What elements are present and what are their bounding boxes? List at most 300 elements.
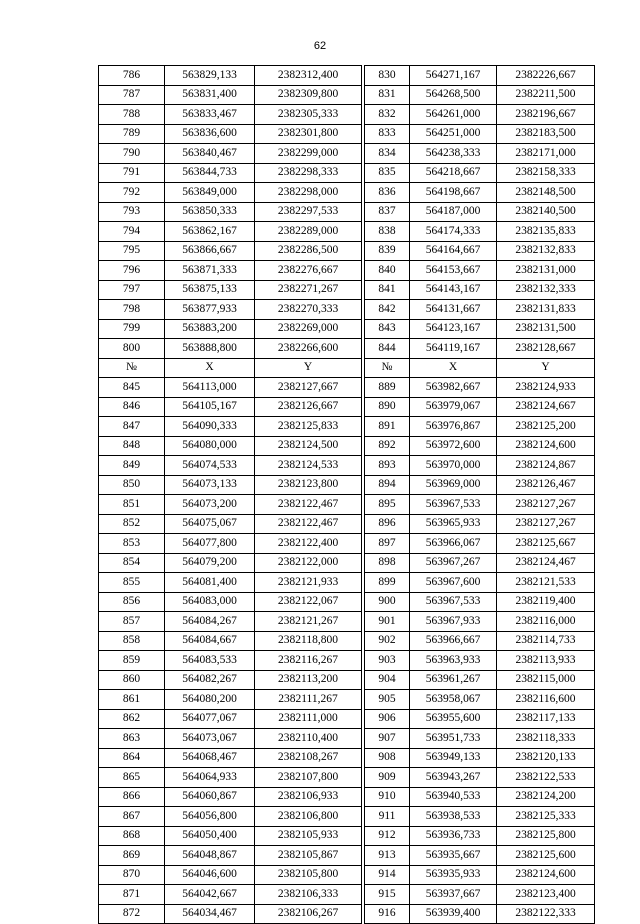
point-number-cell: 901 xyxy=(365,612,410,632)
table-row xyxy=(99,280,362,300)
x-coordinate-cell: 564082,267 xyxy=(165,670,255,690)
x-coordinate-cell: 564034,467 xyxy=(165,904,255,924)
x-coordinate-cell: 564113,000 xyxy=(165,378,255,398)
y-coordinate-cell: 2382299,000 xyxy=(255,144,362,164)
point-number-cell: 916 xyxy=(365,904,410,924)
table-row xyxy=(99,378,362,398)
x-coordinate-cell: 563949,133 xyxy=(410,748,497,768)
x-coordinate-cell: 564187,000 xyxy=(410,202,497,222)
page-number: 62 xyxy=(313,40,327,52)
table-row xyxy=(365,183,595,203)
y-coordinate-cell: 2382124,600 xyxy=(497,865,595,885)
y-coordinate-cell: 2382122,400 xyxy=(255,534,362,554)
table-row xyxy=(99,592,362,612)
y-coordinate-cell: 2382113,933 xyxy=(497,651,595,671)
point-number-cell: 846 xyxy=(99,397,165,417)
table-row xyxy=(99,475,362,495)
table-row xyxy=(365,280,595,300)
y-coordinate-cell: 2382124,600 xyxy=(497,436,595,456)
point-number-cell: 841 xyxy=(365,280,410,300)
table-row xyxy=(99,729,362,749)
point-number-cell: 792 xyxy=(99,183,165,203)
x-coordinate-cell: 564064,933 xyxy=(165,768,255,788)
point-number-cell: 860 xyxy=(99,670,165,690)
y-coordinate-cell: 2382125,667 xyxy=(497,534,595,554)
y-coordinate-cell: 2382289,000 xyxy=(255,222,362,242)
point-number-cell: 834 xyxy=(365,144,410,164)
point-number-cell: 898 xyxy=(365,553,410,573)
y-coordinate-cell: 2382124,200 xyxy=(497,787,595,807)
x-coordinate-cell: 563862,167 xyxy=(165,222,255,242)
y-coordinate-cell: 2382298,000 xyxy=(255,183,362,203)
x-coordinate-cell: 564131,667 xyxy=(410,300,497,320)
point-number-cell: 843 xyxy=(365,319,410,339)
table-row xyxy=(365,300,595,320)
x-coordinate-cell: 563966,067 xyxy=(410,534,497,554)
y-coordinate-cell: 2382196,667 xyxy=(497,105,595,125)
x-coordinate-cell: 564073,200 xyxy=(165,495,255,515)
x-coordinate-cell: 564073,133 xyxy=(165,475,255,495)
point-number-cell: 903 xyxy=(365,651,410,671)
table-row xyxy=(365,807,595,827)
table-row xyxy=(99,709,362,729)
y-coordinate-cell: 2382117,133 xyxy=(497,709,595,729)
point-number-cell: 836 xyxy=(365,183,410,203)
y-coordinate-cell: 2382122,067 xyxy=(255,592,362,612)
table-row xyxy=(365,378,595,398)
x-coordinate-cell: 564081,400 xyxy=(165,573,255,593)
point-number-cell: 864 xyxy=(99,748,165,768)
table-row xyxy=(99,690,362,710)
table-row xyxy=(99,846,362,866)
y-coordinate-cell: 2382118,333 xyxy=(497,729,595,749)
x-coordinate-cell: 563969,000 xyxy=(410,475,497,495)
point-number-cell: 895 xyxy=(365,495,410,515)
point-number-cell: 799 xyxy=(99,319,165,339)
table-row xyxy=(99,514,362,534)
y-coordinate-cell: 2382125,800 xyxy=(497,826,595,846)
x-coordinate-cell: 563849,000 xyxy=(165,183,255,203)
x-coordinate-cell: 564083,000 xyxy=(165,592,255,612)
y-coordinate-cell: 2382127,667 xyxy=(255,378,362,398)
point-number-cell: 902 xyxy=(365,631,410,651)
table-row xyxy=(99,612,362,632)
y-coordinate-cell: 2382126,467 xyxy=(497,475,595,495)
point-number-cell: 847 xyxy=(99,417,165,437)
point-number-cell: 795 xyxy=(99,241,165,261)
table-row xyxy=(99,885,362,905)
point-number-cell: 798 xyxy=(99,300,165,320)
y-coordinate-cell: 2382298,333 xyxy=(255,163,362,183)
y-coordinate-cell: 2382171,000 xyxy=(497,144,595,164)
point-number-cell: 865 xyxy=(99,768,165,788)
x-coordinate-cell: 563965,933 xyxy=(410,514,497,534)
point-number-cell: 870 xyxy=(99,865,165,885)
table-row xyxy=(99,124,362,144)
table-row xyxy=(365,514,595,534)
y-coordinate-cell: 2382124,667 xyxy=(497,397,595,417)
y-coordinate-cell: 2382108,267 xyxy=(255,748,362,768)
y-coordinate-cell: 2382122,467 xyxy=(255,495,362,515)
point-number-cell: 851 xyxy=(99,495,165,515)
x-coordinate-cell: 563943,267 xyxy=(410,768,497,788)
table-row xyxy=(365,417,595,437)
x-coordinate-cell: 563871,333 xyxy=(165,261,255,281)
x-coordinate-cell: 563836,600 xyxy=(165,124,255,144)
table-row xyxy=(99,807,362,827)
point-number-cell: 897 xyxy=(365,534,410,554)
x-coordinate-cell: 563935,667 xyxy=(410,846,497,866)
point-number-cell: 859 xyxy=(99,651,165,671)
table-row xyxy=(365,690,595,710)
y-coordinate-cell: 2382121,267 xyxy=(255,612,362,632)
y-coordinate-cell: 2382121,933 xyxy=(255,573,362,593)
y-coordinate-cell: 2382305,333 xyxy=(255,105,362,125)
table-row xyxy=(365,534,595,554)
table-row xyxy=(99,768,362,788)
table-row xyxy=(365,709,595,729)
x-coordinate-cell: 564079,200 xyxy=(165,553,255,573)
table-row xyxy=(365,456,595,476)
point-number-cell: 872 xyxy=(99,904,165,924)
x-coordinate-cell: 564123,167 xyxy=(410,319,497,339)
point-number-cell: 857 xyxy=(99,612,165,632)
x-coordinate-cell: 563955,600 xyxy=(410,709,497,729)
table-header-row xyxy=(99,358,362,378)
x-coordinate-cell: 564050,400 xyxy=(165,826,255,846)
table-row xyxy=(365,202,595,222)
y-coordinate-cell: 2382140,500 xyxy=(497,202,595,222)
y-coordinate-cell: 2382126,667 xyxy=(255,397,362,417)
x-coordinate-cell: 564218,667 xyxy=(410,163,497,183)
point-number-cell: 908 xyxy=(365,748,410,768)
table-row xyxy=(99,105,362,125)
x-coordinate-cell: 563966,667 xyxy=(410,631,497,651)
point-number-cell: 850 xyxy=(99,475,165,495)
table-row xyxy=(99,222,362,242)
x-coordinate-cell: 564251,000 xyxy=(410,124,497,144)
x-coordinate-cell: 563840,467 xyxy=(165,144,255,164)
table-row xyxy=(99,339,362,359)
point-number-cell: 869 xyxy=(99,846,165,866)
point-number-cell: 790 xyxy=(99,144,165,164)
y-coordinate-cell: 2382123,400 xyxy=(497,885,595,905)
point-number-cell: 909 xyxy=(365,768,410,788)
table-row xyxy=(365,826,595,846)
y-coordinate-cell: 2382131,833 xyxy=(497,300,595,320)
table-row xyxy=(99,436,362,456)
x-coordinate-cell: 563850,333 xyxy=(165,202,255,222)
table-row xyxy=(99,651,362,671)
y-coordinate-cell: 2382211,500 xyxy=(497,85,595,105)
point-number-cell: 842 xyxy=(365,300,410,320)
point-number-cell: 835 xyxy=(365,163,410,183)
point-number-cell: 840 xyxy=(365,261,410,281)
point-number-cell: 861 xyxy=(99,690,165,710)
x-coordinate-cell: 564198,667 xyxy=(410,183,497,203)
table-row xyxy=(365,339,595,359)
table-row xyxy=(99,534,362,554)
table-row xyxy=(365,748,595,768)
point-number-cell: 791 xyxy=(99,163,165,183)
y-coordinate-cell: 2382309,800 xyxy=(255,85,362,105)
y-coordinate-cell: 2382121,533 xyxy=(497,573,595,593)
y-coordinate-cell: 2382124,467 xyxy=(497,553,595,573)
table-row xyxy=(365,865,595,885)
point-number-cell: 899 xyxy=(365,573,410,593)
y-coordinate-cell: 2382111,000 xyxy=(255,709,362,729)
x-coordinate-cell: 563883,200 xyxy=(165,319,255,339)
point-number-cell: 896 xyxy=(365,514,410,534)
table-row xyxy=(365,670,595,690)
table-row xyxy=(365,241,595,261)
table-row xyxy=(99,144,362,164)
x-coordinate-cell: 564046,600 xyxy=(165,865,255,885)
table-row xyxy=(99,631,362,651)
point-number-cell: 890 xyxy=(365,397,410,417)
y-coordinate-cell: 2382132,833 xyxy=(497,241,595,261)
point-number-cell: 914 xyxy=(365,865,410,885)
y-coordinate-cell: 2382312,400 xyxy=(255,66,362,86)
x-coordinate-cell: 564075,067 xyxy=(165,514,255,534)
point-number-cell: 800 xyxy=(99,339,165,359)
table-row xyxy=(365,163,595,183)
x-coordinate-cell: 563972,600 xyxy=(410,436,497,456)
table-row xyxy=(99,865,362,885)
x-coordinate-cell: 564143,167 xyxy=(410,280,497,300)
table-row xyxy=(365,612,595,632)
y-coordinate-cell: 2382110,400 xyxy=(255,729,362,749)
x-coordinate-cell: 563961,267 xyxy=(410,670,497,690)
table-row xyxy=(365,592,595,612)
y-coordinate-header: Y xyxy=(255,358,362,378)
x-coordinate-cell: 564174,333 xyxy=(410,222,497,242)
table-row xyxy=(365,787,595,807)
table-row xyxy=(99,163,362,183)
x-coordinate-cell: 563938,533 xyxy=(410,807,497,827)
x-coordinate-cell: 563951,733 xyxy=(410,729,497,749)
x-coordinate-cell: 564042,667 xyxy=(165,885,255,905)
coordinates-table-right xyxy=(364,65,595,924)
x-coordinate-cell: 563940,533 xyxy=(410,787,497,807)
table-row xyxy=(365,553,595,573)
y-coordinate-cell: 2382120,133 xyxy=(497,748,595,768)
table-row xyxy=(365,475,595,495)
table-row xyxy=(99,241,362,261)
table-row xyxy=(365,397,595,417)
table-row xyxy=(99,319,362,339)
x-coordinate-cell: 564074,533 xyxy=(165,456,255,476)
x-coordinate-cell: 563967,533 xyxy=(410,495,497,515)
point-number-cell: 911 xyxy=(365,807,410,827)
table-row xyxy=(365,261,595,281)
x-coordinate-cell: 563833,467 xyxy=(165,105,255,125)
x-coordinate-cell: 563967,933 xyxy=(410,612,497,632)
y-coordinate-cell: 2382119,400 xyxy=(497,592,595,612)
x-coordinate-cell: 564080,000 xyxy=(165,436,255,456)
table-row xyxy=(365,768,595,788)
point-number-cell: 849 xyxy=(99,456,165,476)
x-coordinate-cell: 564077,067 xyxy=(165,709,255,729)
y-coordinate-cell: 2382301,800 xyxy=(255,124,362,144)
point-number-cell: 900 xyxy=(365,592,410,612)
y-coordinate-cell: 2382125,600 xyxy=(497,846,595,866)
table-row xyxy=(365,573,595,593)
table-row xyxy=(365,319,595,339)
table-row xyxy=(365,222,595,242)
x-coordinate-cell: 564238,333 xyxy=(410,144,497,164)
point-number-cell: 894 xyxy=(365,475,410,495)
y-coordinate-cell: 2382105,800 xyxy=(255,865,362,885)
x-coordinate-cell: 563844,733 xyxy=(165,163,255,183)
point-number-cell: 862 xyxy=(99,709,165,729)
y-coordinate-cell: 2382118,800 xyxy=(255,631,362,651)
table-row xyxy=(99,495,362,515)
table-row xyxy=(99,202,362,222)
y-coordinate-cell: 2382124,933 xyxy=(497,378,595,398)
table-row xyxy=(365,105,595,125)
table-row xyxy=(99,826,362,846)
point-number-cell: 855 xyxy=(99,573,165,593)
point-number-cell: 866 xyxy=(99,787,165,807)
y-coordinate-cell: 2382113,200 xyxy=(255,670,362,690)
y-coordinate-cell: 2382114,733 xyxy=(497,631,595,651)
y-coordinate-cell: 2382226,667 xyxy=(497,66,595,86)
x-coordinate-cell: 563970,000 xyxy=(410,456,497,476)
point-number-cell: 854 xyxy=(99,553,165,573)
y-coordinate-cell: 2382183,500 xyxy=(497,124,595,144)
x-coordinate-cell: 563935,933 xyxy=(410,865,497,885)
point-number-cell: 889 xyxy=(365,378,410,398)
y-coordinate-cell: 2382269,000 xyxy=(255,319,362,339)
y-coordinate-cell: 2382116,267 xyxy=(255,651,362,671)
table-row xyxy=(365,846,595,866)
point-number-cell: 837 xyxy=(365,202,410,222)
point-number-cell: 845 xyxy=(99,378,165,398)
point-number-cell: 787 xyxy=(99,85,165,105)
table-row xyxy=(365,66,595,86)
point-number-cell: 863 xyxy=(99,729,165,749)
table-row xyxy=(365,85,595,105)
x-coordinate-cell: 563877,933 xyxy=(165,300,255,320)
point-number-cell: 830 xyxy=(365,66,410,86)
point-number-cell: 832 xyxy=(365,105,410,125)
point-number-cell: 788 xyxy=(99,105,165,125)
table-row xyxy=(99,573,362,593)
x-coordinate-cell: 564261,000 xyxy=(410,105,497,125)
point-number-header: № xyxy=(365,358,410,378)
point-number-cell: 891 xyxy=(365,417,410,437)
y-coordinate-cell: 2382125,333 xyxy=(497,807,595,827)
table-row xyxy=(365,124,595,144)
x-coordinate-cell: 563958,067 xyxy=(410,690,497,710)
point-number-cell: 789 xyxy=(99,124,165,144)
x-coordinate-cell: 563967,267 xyxy=(410,553,497,573)
y-coordinate-cell: 2382158,333 xyxy=(497,163,595,183)
y-coordinate-cell: 2382106,267 xyxy=(255,904,362,924)
y-coordinate-cell: 2382105,867 xyxy=(255,846,362,866)
point-number-cell: 839 xyxy=(365,241,410,261)
table-row xyxy=(365,885,595,905)
x-coordinate-cell: 563963,933 xyxy=(410,651,497,671)
x-coordinate-cell: 564268,500 xyxy=(410,85,497,105)
table-row xyxy=(99,670,362,690)
y-coordinate-cell: 2382148,500 xyxy=(497,183,595,203)
y-coordinate-cell: 2382125,833 xyxy=(255,417,362,437)
y-coordinate-cell: 2382132,333 xyxy=(497,280,595,300)
table-row xyxy=(99,85,362,105)
table-row xyxy=(365,144,595,164)
y-coordinate-cell: 2382135,833 xyxy=(497,222,595,242)
y-coordinate-cell: 2382124,533 xyxy=(255,456,362,476)
x-coordinate-cell: 564090,333 xyxy=(165,417,255,437)
point-number-cell: 793 xyxy=(99,202,165,222)
point-number-cell: 893 xyxy=(365,456,410,476)
point-number-cell: 915 xyxy=(365,885,410,905)
point-number-cell: 833 xyxy=(365,124,410,144)
table-row xyxy=(99,787,362,807)
table-row xyxy=(99,553,362,573)
x-coordinate-cell: 564068,467 xyxy=(165,748,255,768)
x-coordinate-cell: 564153,667 xyxy=(410,261,497,281)
table-row xyxy=(99,183,362,203)
x-coordinate-cell: 564271,167 xyxy=(410,66,497,86)
point-number-cell: 867 xyxy=(99,807,165,827)
y-coordinate-cell: 2382128,667 xyxy=(497,339,595,359)
table-row xyxy=(99,456,362,476)
y-coordinate-cell: 2382116,000 xyxy=(497,612,595,632)
x-coordinate-cell: 564077,800 xyxy=(165,534,255,554)
x-coordinate-cell: 564080,200 xyxy=(165,690,255,710)
x-coordinate-cell: 563976,867 xyxy=(410,417,497,437)
y-coordinate-cell: 2382266,600 xyxy=(255,339,362,359)
y-coordinate-cell: 2382124,500 xyxy=(255,436,362,456)
x-coordinate-cell: 563939,400 xyxy=(410,904,497,924)
point-number-cell: 786 xyxy=(99,66,165,86)
x-coordinate-cell: 563936,733 xyxy=(410,826,497,846)
point-number-header: № xyxy=(99,358,165,378)
y-coordinate-cell: 2382107,800 xyxy=(255,768,362,788)
x-coordinate-cell: 563967,533 xyxy=(410,592,497,612)
x-coordinate-cell: 564060,867 xyxy=(165,787,255,807)
x-coordinate-cell: 563979,067 xyxy=(410,397,497,417)
y-coordinate-cell: 2382123,800 xyxy=(255,475,362,495)
y-coordinate-cell: 2382122,467 xyxy=(255,514,362,534)
point-number-cell: 913 xyxy=(365,846,410,866)
point-number-cell: 904 xyxy=(365,670,410,690)
table-row xyxy=(99,300,362,320)
point-number-cell: 892 xyxy=(365,436,410,456)
x-coordinate-cell: 563829,133 xyxy=(165,66,255,86)
table-row xyxy=(365,651,595,671)
x-coordinate-cell: 564056,800 xyxy=(165,807,255,827)
coordinates-table-left xyxy=(98,65,362,924)
y-coordinate-cell: 2382116,600 xyxy=(497,690,595,710)
y-coordinate-cell: 2382271,267 xyxy=(255,280,362,300)
point-number-cell: 796 xyxy=(99,261,165,281)
x-coordinate-cell: 563888,800 xyxy=(165,339,255,359)
y-coordinate-cell: 2382127,267 xyxy=(497,495,595,515)
table-row xyxy=(365,631,595,651)
x-coordinate-cell: 564084,267 xyxy=(165,612,255,632)
x-coordinate-cell: 563875,133 xyxy=(165,280,255,300)
table-row xyxy=(365,436,595,456)
y-coordinate-cell: 2382106,800 xyxy=(255,807,362,827)
y-coordinate-cell: 2382131,000 xyxy=(497,261,595,281)
x-coordinate-header: X xyxy=(165,358,255,378)
table-row xyxy=(99,904,362,924)
point-number-cell: 797 xyxy=(99,280,165,300)
